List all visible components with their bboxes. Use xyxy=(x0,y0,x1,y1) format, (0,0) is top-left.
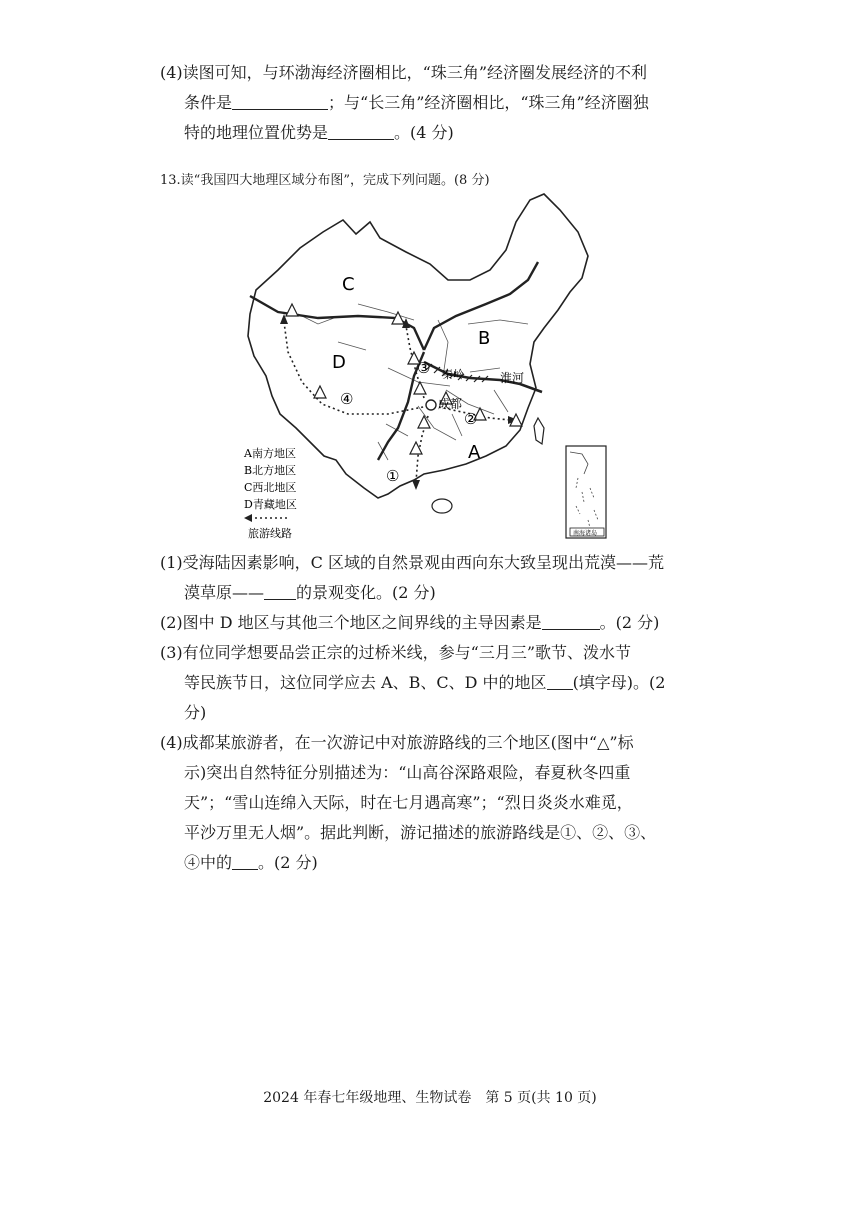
hainan-island xyxy=(432,499,452,513)
chengdu-marker xyxy=(426,400,436,410)
q13-sub4-line1: (4)成都某旅游者，在一次游记中对旅游路线的三个地区(图中“△”标 xyxy=(160,733,634,752)
q13-sub3-line2b: (填字母)。(2 xyxy=(572,673,666,692)
q13-sub3-line1: (3)有位同学想要品尝正宗的过桥米线，参与“三月三”歌节、泼水节 xyxy=(160,643,632,662)
taiwan-island xyxy=(534,418,544,444)
place-label-chengdu: 成都 xyxy=(438,397,463,411)
answer-blank-q12-4b[interactable] xyxy=(328,123,394,140)
q13-sub3-line2a: 等民族节日，这位同学应去 A、B、C、D 中的地区 xyxy=(184,673,547,692)
answer-blank-q12-4a[interactable] xyxy=(232,93,328,110)
place-label-qinling: 秦岭 xyxy=(442,368,464,381)
q13-sub4-line2: 示)突出自然特征分别描述为：“山高谷深路艰险，春夏秋冬四重 xyxy=(184,763,631,782)
region-label-c: C xyxy=(342,274,355,295)
q13-sub4 xyxy=(160,728,730,878)
triangle-marker xyxy=(414,382,426,394)
region-label-d: D xyxy=(332,352,346,373)
region-label-b: B xyxy=(478,328,491,349)
region-label-a: A xyxy=(468,442,481,463)
q12-4-line3b: 。(4 分) xyxy=(394,123,454,142)
legend-route-arrowhead xyxy=(244,514,252,522)
triangle-marker xyxy=(286,304,298,316)
answer-blank-q13-2[interactable] xyxy=(542,613,600,630)
route-1-arrowhead xyxy=(412,480,420,490)
q12-4-line2b: ；与“长三角”经济圈相比，“珠三角”经济圈独 xyxy=(328,93,649,112)
q13-sub4-line5b: 。(2 分) xyxy=(258,853,318,872)
q13-sub4-line5a: ④中的 xyxy=(184,853,233,872)
legend-item-c: C西北地区 xyxy=(244,481,297,494)
route-label-4: ④ xyxy=(340,390,354,408)
q13-sub1-line1: (1)受海陆因素影响，C 区域的自然景观由西向东大致呈现出荒漠——荒 xyxy=(160,553,664,572)
page-footer: 2024 年春七年级地理、生物试卷 第 5 页(共 10 页) xyxy=(263,1090,597,1106)
q13-sub4-line3: 天”；“雪山连绵入天际，时在七月遇高寒”；“烈日炎炎水难觅， xyxy=(184,793,633,812)
south-china-sea-inset xyxy=(566,446,606,538)
q13-sub3-line3: 分) xyxy=(184,703,207,722)
q12-4-line2a: 条件是 xyxy=(184,93,233,112)
q13-sub1 xyxy=(160,548,730,608)
answer-blank-q13-1[interactable] xyxy=(264,583,296,600)
q13-sub2-text: (2)图中 D 地区与其他三个地区之间界线的主导因素是 xyxy=(160,613,542,632)
q13-sub3 xyxy=(160,638,730,728)
triangle-marker xyxy=(314,386,326,398)
q13-sub1-line2b: 的景观变化。(2 分) xyxy=(296,583,436,602)
q12-4 xyxy=(160,58,730,148)
q13-sub4-line4: 平沙万里无人烟”。据此判断，游记描述的旅游路线是①、②、③、 xyxy=(184,823,657,842)
legend-item-route: 旅游线路 xyxy=(248,527,292,540)
china-regions-map xyxy=(238,192,608,542)
triangle-marker xyxy=(410,442,422,454)
map-legend xyxy=(243,446,297,540)
answer-blank-q13-4[interactable] xyxy=(232,853,258,870)
route-label-2: ② xyxy=(464,410,478,428)
q12-4-line1: (4)读图可知，与环渤海经济圈相比，“珠三角”经济圈发展经济的不利 xyxy=(160,63,648,82)
q13-sub2 xyxy=(160,608,730,638)
route-label-1: ① xyxy=(386,467,400,485)
legend-item-b: B北方地区 xyxy=(244,464,297,477)
route-4 xyxy=(284,322,431,414)
q13-sub2-score: 。(2 分) xyxy=(599,613,660,632)
q12-4-line3a: 特的地理位置优势是 xyxy=(184,123,329,142)
legend-item-a: A南方地区 xyxy=(244,447,296,460)
q13-sub1-line2a: 漠草原—— xyxy=(184,583,265,602)
place-label-huaihe: 淮河 xyxy=(500,371,525,385)
answer-blank-q13-3[interactable] xyxy=(547,673,573,690)
q13-title: 13.读“我国四大地理区域分布图”，完成下列问题。(8 分) xyxy=(160,173,490,188)
route-label-3: ③ xyxy=(417,359,431,377)
inset-label: 南海诸岛 xyxy=(573,530,598,537)
legend-item-d: D青藏地区 xyxy=(244,498,297,511)
